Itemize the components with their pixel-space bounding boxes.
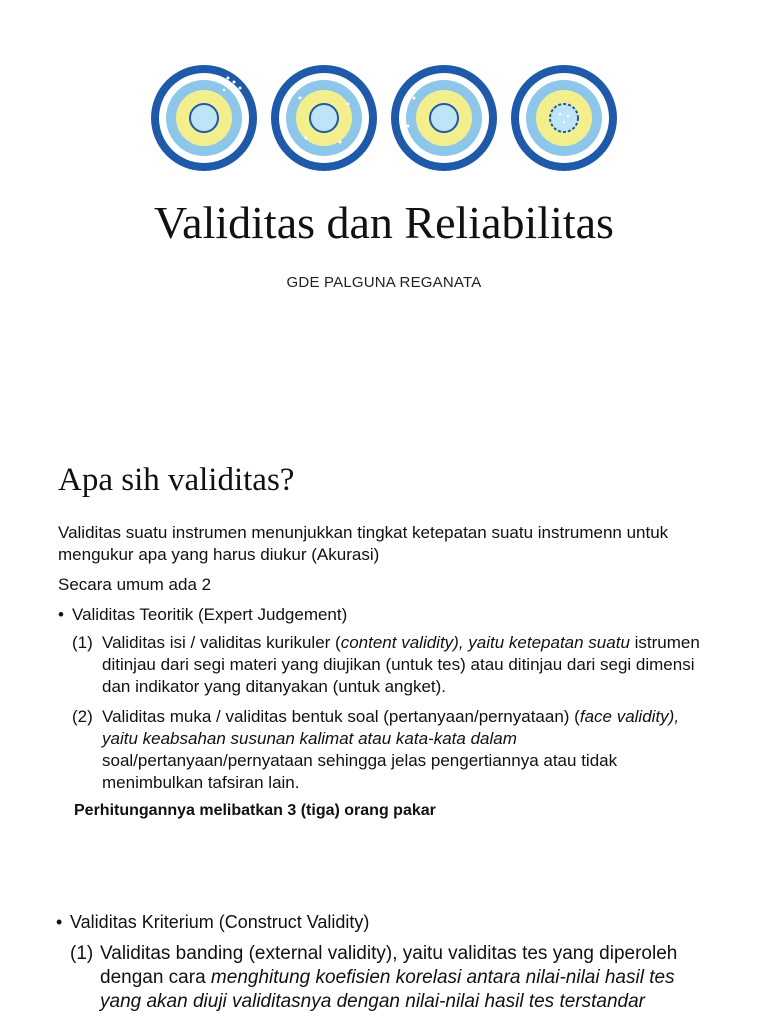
item-number: (1) [72, 633, 93, 652]
item-text [102, 632, 712, 698]
title-slide [0, 0, 768, 400]
author-name: GDE PALGUNA REGANATA [286, 274, 482, 291]
item-number: (2) [72, 707, 93, 726]
item-text-part: Validitas isi / validitas kurikuler ( [102, 633, 341, 652]
bold-note: Perhitungannya melibatkan 3 (tiga) orang pakar [74, 802, 436, 819]
target-icon [390, 64, 498, 172]
item-text-part: soal/pertanyaan/pernyataan sehingga jelas pengertiannya atau tidak menimbulkan tafsiran lain. [102, 751, 618, 792]
bullet-item [56, 910, 369, 934]
item-text-part: Validitas muka / validitas bentuk soal (pertanyaan/pernyataan) ( [102, 707, 580, 726]
bullet-icon: • [58, 605, 64, 624]
target-icon [270, 64, 378, 172]
item-text-part: Validitas banding (external validity), yaitu validitas tes yang diperoleh dengan cara [100, 943, 678, 988]
bullet-item [58, 604, 347, 626]
item-text-italic: content validity), yaitu ketepatan suatu [340, 633, 630, 652]
item-text [100, 942, 710, 1014]
paragraph-definition: Validitas suatu instrumen menunjukkan tingkat ketepatan suatu instrumenn untuk mengukur apa yang harus diukur (Akurasi) [58, 523, 669, 564]
item-text [102, 706, 712, 794]
slide-title: Validitas dan Reliabilitas [154, 197, 614, 248]
item-text-part: istrumen ditinjau dari segi materi yang diujikan (untuk tes) atau ditinjau dari segi dimensi dan indikator yang ditanyakan (untuk angket). [102, 633, 700, 696]
bullet-icon: • [56, 912, 63, 932]
item-number: (1) [70, 943, 94, 964]
paragraph-summary: Secara umum ada 2 [58, 575, 212, 594]
numbered-item [72, 706, 712, 794]
target-icon [510, 64, 618, 172]
bullet-text: Validitas Teoritik (Expert Judgement) [72, 605, 348, 624]
item-text-italic: menghitung koefisien korelasi antara nilai-nilai hasil tes yang akan diuji validitasnya dengan nilai-nilai hasil tes terstandar [100, 967, 675, 1012]
target-icon [150, 64, 258, 172]
content-slide [0, 440, 768, 1024]
numbered-item [70, 942, 710, 1014]
item-text-italic: face validity), yaitu keabsahan susunan kalimat atau kata-kata dalam [102, 707, 680, 748]
target-graphic-row [0, 64, 768, 178]
bullet-text: Validitas Kriterium (Construct Validity) [70, 912, 370, 932]
numbered-item [72, 632, 712, 698]
slide-heading: Apa sih validitas? [58, 462, 295, 498]
